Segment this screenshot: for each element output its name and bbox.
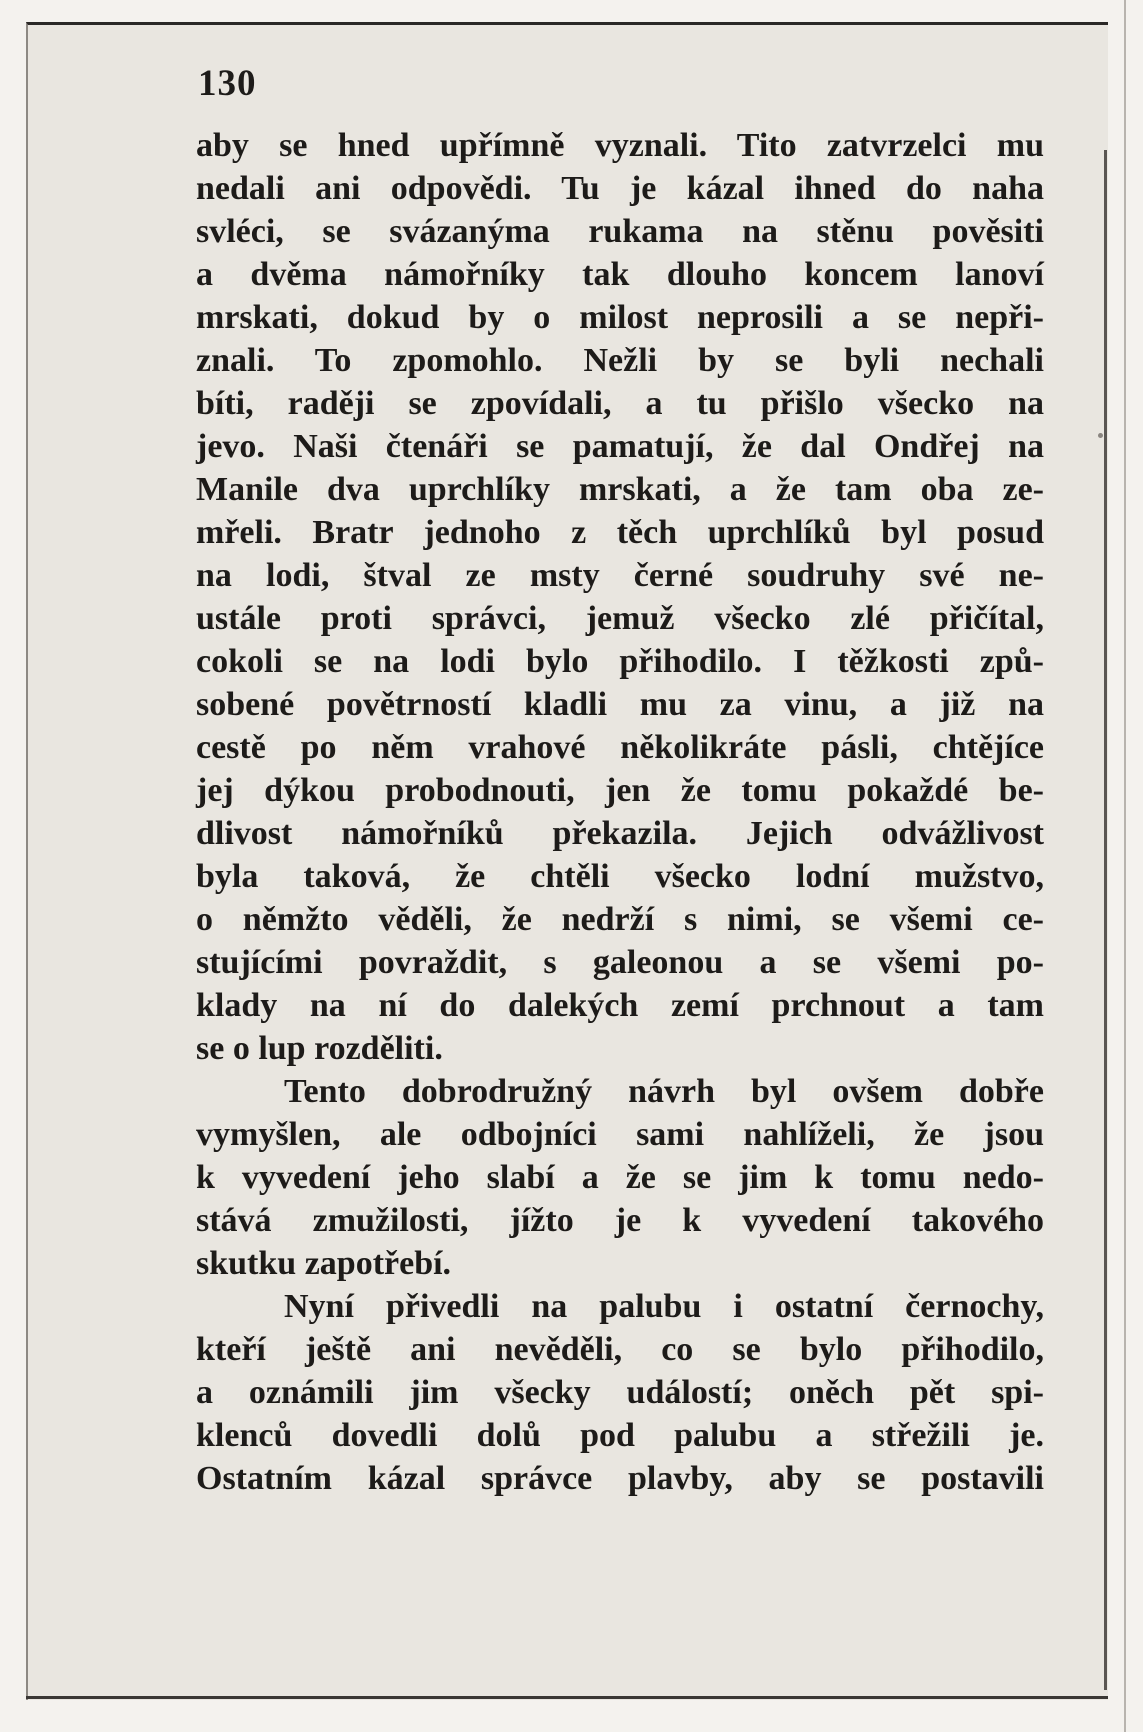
text-line: a oznámili jim všecky událostí; oněch pět spi- [196, 1374, 1044, 1411]
page-bottom-edge [26, 1696, 1108, 1699]
text-line: vymyšlen, ale odbojníci sami nahlíželi, že jsou [196, 1116, 1044, 1153]
ink-speck [1098, 433, 1103, 438]
text-line: bíti, raději se zpovídali, a tu přišlo všecko na [196, 385, 1044, 422]
text-line: skutku zapotřebí. [196, 1245, 452, 1282]
text-line: stujícími povraždit, s galeonou a se všemi po- [196, 944, 1044, 981]
text-line: nedali ani odpovědi. Tu je kázal ihned do naha [196, 170, 1044, 207]
text-line: Nyní přivedli na palubu i ostatní černochy, [284, 1288, 1044, 1325]
body-text [196, 124, 1044, 1500]
text-line: a dvěma námořníky tak dlouho koncem lanoví [196, 256, 1044, 293]
text-line: dlivost námořníků překazila. Jejich odvážlivost [196, 815, 1044, 852]
text-line: byla taková, že chtěli všecko lodní mužstvo, [196, 858, 1044, 895]
text-line: mrskati, dokud by o milost neprosili a se nepři- [196, 299, 1044, 336]
page-number: 130 [198, 63, 257, 104]
scan-edge-line [1124, 0, 1126, 1732]
page-edge-shadow [1104, 150, 1107, 1690]
text-line: klady na ní do dalekých zemí prchnout a tam [196, 987, 1044, 1024]
text-line: znali. To zpomohlo. Nežli by se byli nechali [196, 342, 1044, 379]
text-line: Ostatním kázal správce plavby, aby se postavili [196, 1460, 1044, 1497]
text-line: aby se hned upřímně vyznali. Tito zatvrzelci mu [196, 127, 1044, 164]
text-line: sobené povětrností kladli mu za vinu, a již na [196, 686, 1044, 723]
text-line: klenců dovedli dolů pod palubu a střežili je. [196, 1417, 1044, 1454]
text-line: kteří ještě ani nevěděli, co se bylo přihodilo, [196, 1331, 1044, 1368]
text-line: jej dýkou probodnouti, jen že tomu pokaždé be- [196, 772, 1044, 809]
text-line: k vyvedení jeho slabí a že se jim k tomu nedo- [196, 1159, 1044, 1196]
text-line: Manile dva uprchlíky mrskati, a že tam oba ze- [196, 471, 1044, 508]
text-line: jevo. Naši čtenáři se pamatují, že dal Ondřej na [196, 428, 1044, 465]
text-line: mřeli. Bratr jednoho z těch uprchlíků byl posud [196, 514, 1044, 551]
text-line: svléci, se svázanýma rukama na stěnu pověsiti [196, 213, 1044, 250]
text-line: ustále proti správci, jemuž všecko zlé přičítal, [196, 600, 1044, 637]
text-line: Tento dobrodružný návrh byl ovšem dobře [284, 1073, 1044, 1110]
text-line: na lodi, štval ze msty černé soudruhy své ne- [196, 557, 1044, 594]
text-line: o němžto věděli, že nedrží s nimi, se všemi ce- [196, 901, 1044, 938]
text-line: cokoli se na lodi bylo přihodilo. I těžkosti způ- [196, 643, 1044, 680]
text-line: se o lup rozděliti. [196, 1030, 443, 1067]
text-line: stává zmužilosti, jížto je k vyvedení takového [196, 1202, 1044, 1239]
text-line: cestě po něm vrahové několikráte pásli, chtějíce [196, 729, 1044, 766]
